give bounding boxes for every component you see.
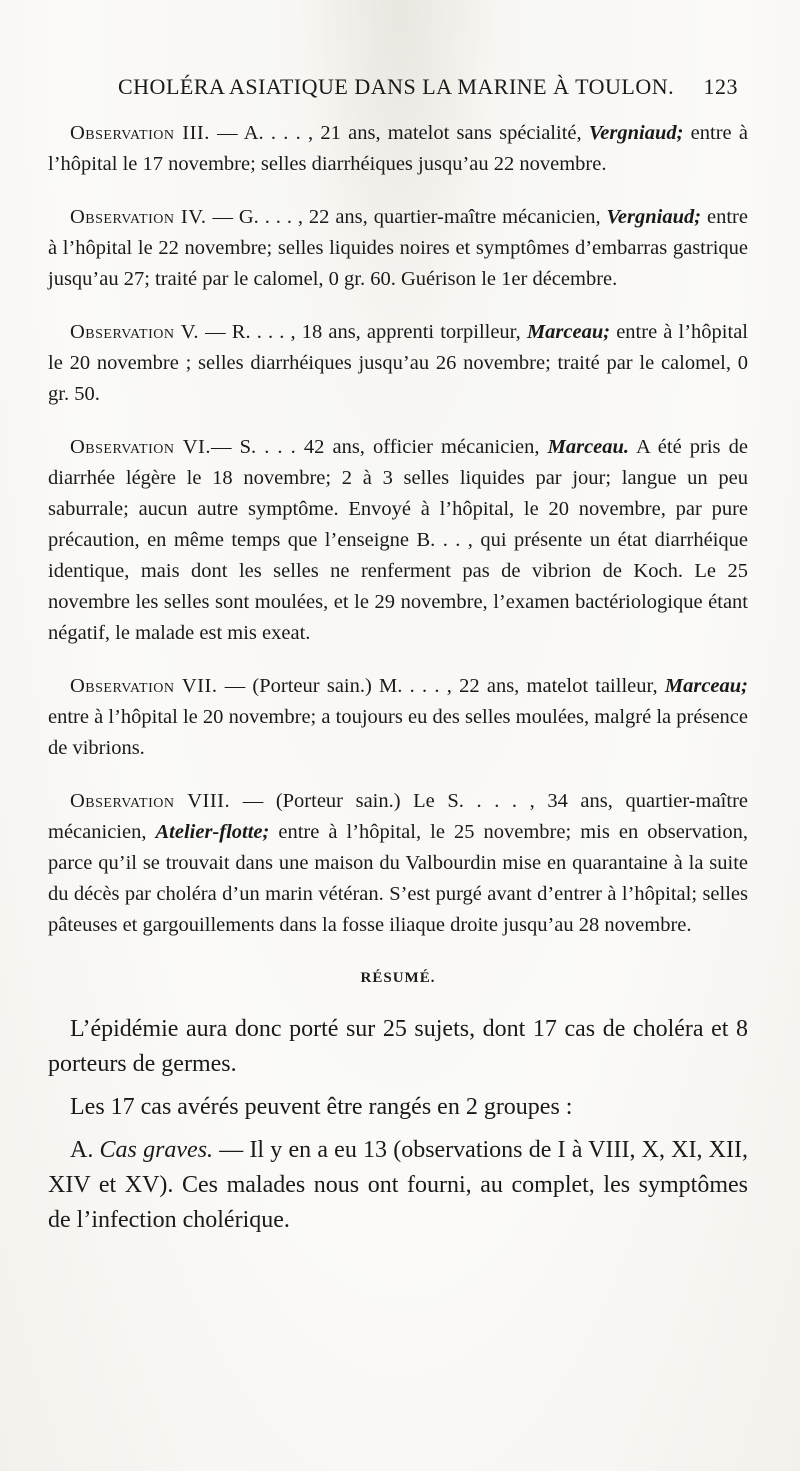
observation-4 xyxy=(48,202,748,295)
observation-text: — (Porteur sain.) Le S. . . . , 34 ans, quartier-maître mécanicien, xyxy=(48,790,748,843)
observation-3 xyxy=(48,118,748,180)
group-title: Cas graves. xyxy=(99,1137,214,1163)
page-body xyxy=(48,118,748,1246)
observation-rest: entre à l’hôpital, le 25 novembre; mis en observation, parce qu’il se trouvait dans une maison du Valbourdin mise en quarantaine à la suite du décès par choléra d’un marin vétéran. S’est purgé avant d’entrer à l’hôpital; selles pâteuses et gargouillements dans la fosse iliaque droite jusqu’au 28 novembre. xyxy=(48,821,748,936)
resume-paragraph-2: Les 17 cas avérés peuvent être rangés en 2 groupes : xyxy=(70,1094,573,1120)
observation-text: — R. . . . , 18 ans, apprenti torpilleur, xyxy=(199,321,527,343)
observation-rest: entre à l’hôpital le 22 novembre; selles liquides noires et symptômes d’embarras gastrique jusqu’au 27; traité par le calomel, 0 gr. 60. Guérison le 1er décembre. xyxy=(48,206,748,290)
observation-label: Observation VI. xyxy=(70,436,211,458)
ship-name: Vergniaud; xyxy=(606,206,702,228)
observation-label: Observation IV. xyxy=(70,206,207,228)
observation-label: Observation III. xyxy=(70,122,210,144)
observation-rest: A été pris de diarrhée légère le 18 novembre; 2 à 3 selles liquides par jour; langue un peu saburrale; aucun autre symptôme. Envoyé à l’hôpital, le 20 novembre, par pure précaution, en même temps que l’enseigne B. . . , qui présente un état diarrhéique identique, mais dont les selles ne renferment pas de vibrion de Koch. Le 25 novembre les selles sont moulées, et le 29 novembre, l’examen bactériologique étant négatif, le malade est mis exeat. xyxy=(48,436,748,644)
observation-label: Observation V. xyxy=(70,321,200,343)
observation-text: — S. . . . 42 ans, officier mécanicien, xyxy=(210,436,548,458)
ship-name: Marceau. xyxy=(547,436,630,458)
observation-8 xyxy=(48,786,748,941)
running-header xyxy=(118,74,738,106)
ship-name: Marceau; xyxy=(526,321,611,343)
page-number: 123 xyxy=(703,74,738,99)
observation-text: — G. . . . , 22 ans, quartier-maître mécanicien, xyxy=(206,206,607,228)
ship-name: Vergniaud; xyxy=(588,122,684,144)
observation-6 xyxy=(48,432,748,649)
group-label: A. xyxy=(70,1137,100,1163)
observation-label: Observation VIII. xyxy=(70,790,231,812)
ship-name: Atelier-flotte; xyxy=(155,821,270,843)
resume-paragraph-1: L’épidémie aura donc porté sur 25 sujets, dont 17 cas de choléra et 8 porteurs de germes. xyxy=(48,1016,748,1077)
header-title: CHOLÉRA ASIATIQUE DANS LA MARINE À TOULON. xyxy=(118,74,675,99)
group-text: — Il y en a eu 13 (observations de I à VIII, X, XI, XII, XIV et XV). Ces malades nous ont fourni, au complet, les symptômes de l’infection cholérique. xyxy=(48,1137,748,1233)
resume-heading: RÉSUMÉ. xyxy=(360,970,436,986)
resume-paragraph-3 xyxy=(48,1133,748,1238)
observation-rest: entre à l’hôpital le 20 novembre ; selles diarrhéiques jusqu’au 26 novembre; traité par le calomel, 0 gr. 50. xyxy=(48,321,748,405)
ship-name: Marceau; xyxy=(664,675,748,697)
observation-rest: entre à l’hôpital le 20 novembre; a toujours eu des selles moulées, malgré la présence de vibrions. xyxy=(48,706,748,759)
observation-7 xyxy=(48,671,748,764)
observation-label: Observation VII. xyxy=(70,675,218,697)
observation-text: — (Porteur sain.) M. . . . , 22 ans, matelot tailleur, xyxy=(217,675,665,697)
observation-text: — A. . . . , 21 ans, matelot sans spécialité, xyxy=(209,122,589,144)
observation-rest: entre à l’hôpital le 17 novembre; selles diarrhéiques jusqu’au 22 novembre. xyxy=(48,122,748,175)
observation-5 xyxy=(48,317,748,410)
